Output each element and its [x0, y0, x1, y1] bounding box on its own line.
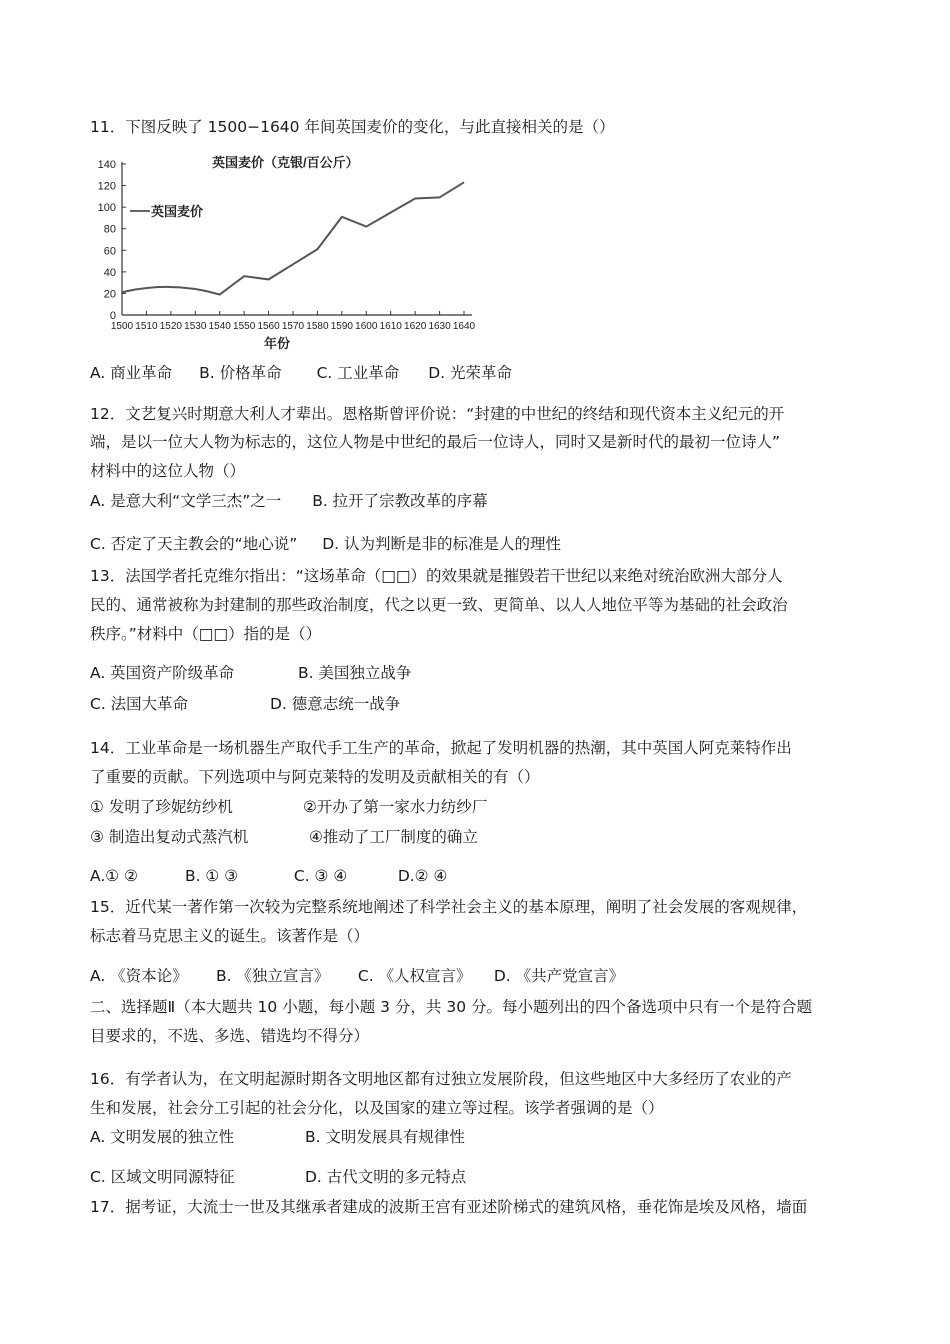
q16-option-c[interactable]: C. 区域文明同源特征 [90, 1168, 235, 1186]
x-tick-label: 1580 [306, 321, 329, 332]
q15-option-d[interactable]: D. 《共产党宣言》 [493, 967, 625, 985]
q12-option-d[interactable]: D. 认为判断是非的标准是人的理性 [322, 535, 561, 553]
q13-option-b[interactable]: B. 美国独立战争 [297, 664, 412, 682]
y-tick-label: 60 [103, 245, 116, 258]
q14-line-1: 14．工业革命是一场机器生产取代手工生产的革命，掀起了发明机器的热潮，其中英国人阿克莱特作出 [90, 739, 792, 757]
q14-item-2: ②开办了第一家水力纺纱厂 [302, 798, 488, 816]
q14-item-4: ④推动了工厂制度的确立 [308, 828, 478, 846]
x-tick-label: 1630 [428, 321, 451, 332]
q13-line-1: 13．法国学者托克维尔指出：“这场革命（□□）的效果就是摧毁若干世纪以来绝对统治欧洲大部分人 [90, 567, 783, 585]
wheat-price-chart [84, 150, 484, 355]
q15-option-b[interactable]: B. 《独立宣言》 [215, 967, 330, 985]
x-tick-label: 1610 [379, 321, 402, 332]
y-tick-label: 80 [103, 223, 116, 236]
q12-line-2: 端，是以一位大人物为标志的，这位人物是中世纪的最后一位诗人，同时又是新时代的最初一位诗人” [90, 433, 781, 451]
chart-title: 英国麦价（克银/百公斤） [212, 155, 359, 170]
wheat-price-chart-svg [84, 150, 484, 355]
x-tick-label: 1620 [404, 321, 427, 332]
q14-item-3: ③ 制造出复动式蒸汽机 [90, 828, 249, 846]
q11-stem: 11．下图反映了 1500−1640 年间英国麦价的变化，与此直接相关的是（） [90, 118, 615, 136]
q11-option-d[interactable]: D. 光荣革命 [428, 364, 512, 382]
q14-items-row-1 [90, 797, 487, 817]
q13-options-row-1 [90, 663, 411, 683]
legend-label: 英国麦价 [151, 204, 204, 219]
q15-options [90, 966, 624, 986]
x-tick-label: 1590 [330, 321, 353, 332]
q14-line-2: 了重要的贡献。下列选项中与阿克莱特的发明及贡献相关的有（） [90, 768, 540, 786]
q16-option-d[interactable]: D. 古代文明的多元特点 [304, 1168, 467, 1186]
x-tick-label: 1520 [159, 321, 182, 332]
x-tick-label: 1600 [355, 321, 378, 332]
q16-options-row-2 [90, 1167, 466, 1187]
q16-line-2: 生和发展，社会分工引起的社会分化，以及国家的建立等过程。该学者强调的是（） [90, 1099, 664, 1117]
y-tick-label: 0 [109, 310, 116, 322]
x-tick-label: 1540 [208, 321, 231, 332]
x-axis-label: 年份 [264, 336, 291, 351]
q16-options-row-1 [90, 1127, 465, 1147]
y-tick-label: 40 [103, 266, 116, 279]
q15-line-1: 15．近代某一著作第一次较为完整系统地阐述了科学社会主义的基本原理，阐明了社会发展的客观规律， [90, 898, 808, 916]
q15-option-a[interactable]: A. 《资本论》 [90, 967, 188, 985]
series-line-wheat-price [122, 182, 464, 294]
y-tick-label: 100 [97, 202, 116, 215]
q12-options-row-2 [90, 534, 561, 554]
q12-options-row-1 [90, 491, 488, 511]
q11-option-a[interactable]: A. 商业革命 [90, 364, 173, 382]
x-tick-label: 1500 [110, 321, 134, 332]
q17-line-1: 17．据考证，大流士一世及其继承者建成的波斯王宫有亚述阶梯式的建筑风格，垂花饰是埃及风格，墙面 [90, 1198, 808, 1216]
section-2-heading-line-1: 二、选择题Ⅱ（本大题共 10 小题，每小题 3 分，共 30 分。每小题列出的四个备选项中只有一个是符合题 [90, 998, 813, 1016]
q14-options [90, 866, 447, 886]
q11-options [90, 363, 512, 383]
q16-option-b[interactable]: B. 文明发展具有规律性 [304, 1128, 465, 1146]
q16-option-a[interactable]: A. 文明发展的独立性 [90, 1128, 235, 1146]
section-2-heading-line-2: 目要求的，不选、多选、错选均不得分） [90, 1027, 370, 1045]
q15-line-2: 标志着马克思主义的诞生。该著作是（） [90, 927, 370, 945]
q13-option-c[interactable]: C. 法国大革命 [90, 695, 189, 713]
q11-option-c[interactable]: C. 工业革命 [316, 364, 400, 382]
x-tick-label: 1530 [184, 321, 207, 332]
q11-option-b[interactable]: B. 价格革命 [199, 364, 282, 382]
y-tick-label: 120 [97, 180, 116, 193]
q14-option-c[interactable]: C. ③ ④ [293, 867, 348, 885]
q12-option-c[interactable]: C. 否定了天主教会的“地心说” [90, 535, 298, 553]
q13-option-a[interactable]: A. 英国资产阶级革命 [90, 664, 235, 682]
q14-option-b[interactable]: B. ① ③ [184, 867, 239, 885]
q13-option-d[interactable]: D. 德意志统一战争 [269, 695, 401, 713]
y-tick-label: 140 [97, 159, 116, 171]
q12-option-a[interactable]: A. 是意大利“文学三杰”之一 [90, 492, 282, 510]
x-tick-label: 1570 [281, 321, 305, 332]
q14-item-1: ① 发明了珍妮纺纱机 [90, 798, 233, 816]
x-tick-label: 1510 [135, 321, 158, 332]
q15-option-c[interactable]: C. 《人权宣言》 [357, 967, 472, 985]
q13-line-3: 秩序。”材料中（□□）指的是（） [90, 625, 322, 643]
q12-line-1: 12．文艺复兴时期意大利人才辈出。恩格斯曾评价说：“封建的中世纪的终结和现代资本主义纪元的开 [90, 405, 785, 423]
q16-line-1: 16．有学者认为，在文明起源时期各文明地区都有过独立发展阶段，但这些地区中大多经历了农业的产 [90, 1070, 792, 1088]
q13-line-2: 民的、通常被称为封建制的那些政治制度，代之以更一致、更简单、以人人地位平等为基础的社会政治 [90, 596, 788, 614]
q14-option-d[interactable]: D.② ④ [397, 867, 448, 885]
q12-option-b[interactable]: B. 拉开了宗教改革的序幕 [312, 492, 488, 510]
x-tick-label: 1560 [257, 321, 280, 332]
x-tick-label: 1640 [452, 321, 476, 332]
q14-option-a[interactable]: A.① ② [90, 867, 138, 885]
y-tick-label: 20 [103, 288, 116, 301]
x-tick-label: 1550 [233, 321, 256, 332]
q13-options-row-2 [90, 694, 400, 714]
q12-line-3: 材料中的这位人物（） [90, 462, 246, 480]
q14-items-row-2 [90, 827, 478, 847]
